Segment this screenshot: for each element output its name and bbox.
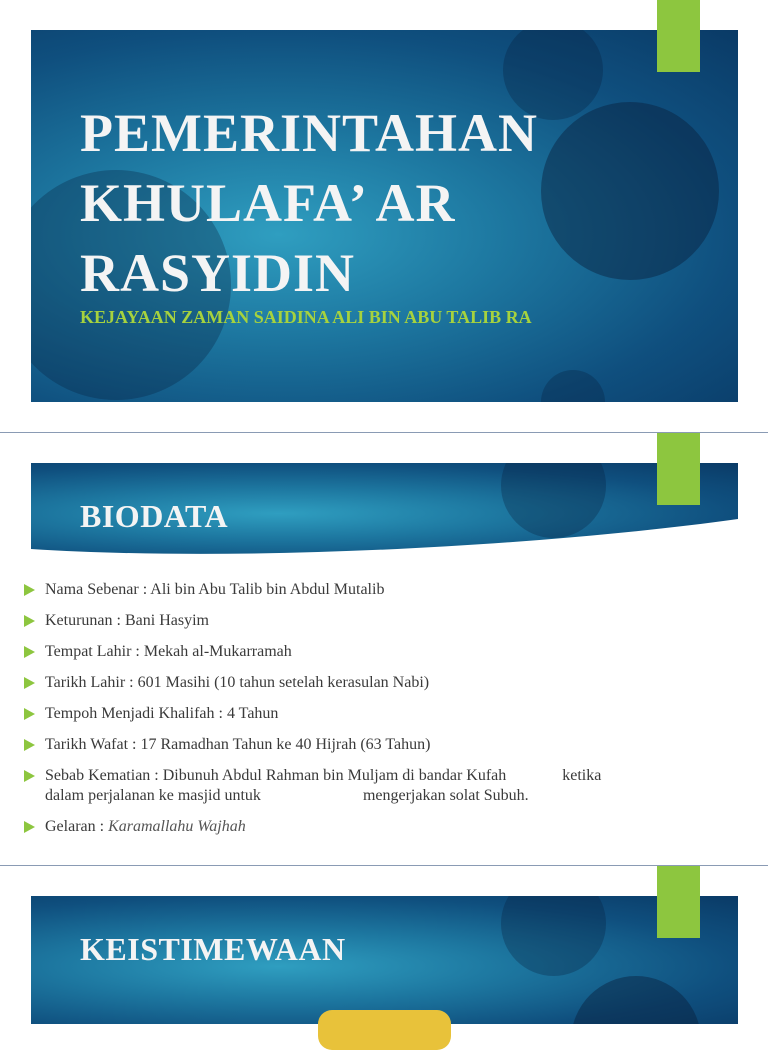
list-item [24, 580, 724, 600]
title-line: PEMERINTAHAN [80, 103, 539, 163]
list-item-text: Keturunan : Bani Hasyim [45, 612, 209, 629]
list-item [24, 766, 724, 806]
section-heading: KEISTIMEWAAN [80, 931, 346, 967]
list-item-value: Karamallahu Wajhah [108, 818, 246, 835]
bullet-arrow-icon [24, 770, 35, 782]
list-item-text: Tarikh Wafat : 17 Ramadhan Tahun ke 40 Hijrah (63 Tahun) [45, 736, 431, 753]
title-line: RASYIDIN [80, 243, 356, 303]
list-item [24, 704, 724, 724]
list-item [24, 611, 724, 631]
biodata-list [24, 580, 724, 848]
list-item-text: dalam perjalanan ke masjid untuk [45, 787, 261, 804]
list-item [24, 673, 724, 693]
page-title [80, 98, 538, 308]
accent-shape [318, 1010, 451, 1050]
list-item [24, 817, 724, 837]
list-item-text: Tempat Lahir : Mekah al-Mukarramah [45, 643, 292, 660]
list-item-label: Gelaran : [45, 818, 109, 835]
list-item [24, 735, 724, 755]
list-item-text: Sebab Kematian : Dibunuh Abdul Rahman bin Muljam di bandar Kufah [45, 767, 507, 784]
list-item-text: mengerjakan solat Subuh. [362, 787, 529, 804]
bullet-arrow-icon [24, 708, 35, 720]
bullet-arrow-icon [24, 646, 35, 658]
list-item-text: Tempoh Menjadi Khalifah : 4 Tahun [45, 705, 279, 722]
decorative-circle [571, 976, 701, 1024]
title-line: KHULAFA’ AR [80, 173, 456, 233]
accent-tab [657, 866, 700, 938]
decorative-circle [541, 102, 719, 280]
section-heading: BIODATA [80, 498, 229, 534]
bullet-arrow-icon [24, 821, 35, 833]
accent-tab [657, 433, 700, 505]
bullet-arrow-icon [24, 615, 35, 627]
decorative-circle [541, 370, 605, 402]
bullet-arrow-icon [24, 584, 35, 596]
bullet-arrow-icon [24, 739, 35, 751]
page-subtitle: KEJAYAAN ZAMAN SAIDINA ALI BIN ABU TALIB RA [80, 307, 532, 327]
list-item-text: Tarikh Lahir : 601 Masihi (10 tahun setelah kerasulan Nabi) [45, 674, 430, 691]
list-item [24, 642, 724, 662]
bullet-arrow-icon [24, 677, 35, 689]
list-item-text: Nama Sebenar : Ali bin Abu Talib bin Abdul Mutalib [45, 581, 385, 598]
decorative-circle [501, 896, 606, 976]
accent-tab [657, 0, 700, 72]
title-slide [0, 0, 768, 432]
keistimewaan-slide [0, 866, 768, 1024]
list-item-text: ketika [562, 767, 602, 784]
